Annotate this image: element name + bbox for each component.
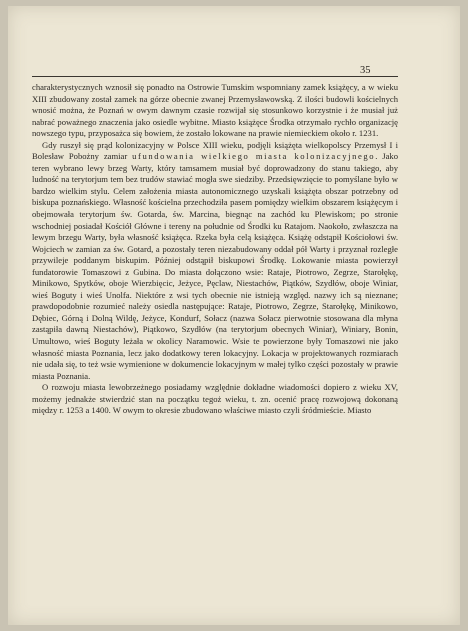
header-rule	[32, 76, 398, 77]
paragraph-2-text-end: . Jako teren wybrano lewy brzeg Warty, który tamsamem musiał być doprowadzony do stanu takiego, aby ludność na terytorjum tem bez trudów stawiać mogła swe siedziby. Przedsięwzięcie to pomyślane było w bardzo wielkim stylu. Celem założenia miasta autonomicznego uzyskali książęta obszar potrzebny od biskupa poznańskiego. Własność kościelna przechodziła pasem pomiędzy wielkim obszarem książęcym i obejmowała terytorjum św. Gotarda, św. Marcina, biegnąc na zachód ku Plewiskom; po stronie wschodniej posiadał Kościół Główne i tereny na południe od Środki ku Ratajom. Naokoło, zwłaszcza na lewym brzegu Warty, była własność książęca. Rzeka była celą książęca. Książę odstąpił Kościołowi św. Wojciech w zamian za św. Gotard, a pozostały teren niezabudowany oddał pół Warty i przyznał rozległe przywileje poddanym biskupim. Później odstąpił biskupowi Środkę. Lokowanie miasta powierzył fundatorowie Tomaszowi z Gubina. Do miasta dołączono wsie: Rataje, Piotrowo, Zegrze, Starołękę, Minikowo, Spytków, oboje Wierzbięcic, Jeżyce, Pęclaw, Niestachów, Piątków, Szydłów, oboje Winiar, wieś Boguty i wieś Unolfa. Niektóre z wsi tych obecnie nie istnieją względ. nazwy ich są nieznane; prawdopodobnie rozumieć należy osiedla następujące: Rataje, Piotrowo, Zegrze, Starołękę, Minikowo, Dębiec, Górną i Dolną Wildę, Jeżyce, Kondurf, Sołacz (nazwa Sołacz pierwotnie stosowana dla młyna zastąpiła dawną Niestachów), Piątkowo, Szydłów (na terytorjum obecnych Winiar), Winiary, Bonin, Umultowo, wieś Boguty leżała w okolicy Naramowic. Wsie te powierzone były Tomaszowi nie jako własność miasta Poznania, lecz jako dodatkowy teren lokacyjny. Lokacja w projektowanych rozmiarach nie udała się, to też wsie wymienione w dokumencie lokacyjnym w małej tylko części pozostały w prawie miasta Poznania.	[32, 151, 398, 381]
paragraph-2	[32, 140, 398, 382]
book-page	[8, 6, 460, 625]
paragraph-1-text: charakterystycznych wznosił się ponadto na Ostrowie Tumskim wspomniany zamek książęcy, a w wieku XIII zbudowany został zamek na górze obecnie zwanej Przemysławowską. Z ilości budowli kościelnych wnosić można, że Poznań w owym dawnym czasie rozwijał się stosunkowo korzystnie i że musiał już nabrać poważnego znaczenia jako osiedle wybitne. Miasto książęce Środka otrzymało rychło organizację nowszego typu, przyposażca się bowiem, że zostało lokowane na prawie niemieckiem około r. 1231.	[32, 82, 398, 139]
paragraph-3	[32, 382, 398, 417]
page-number: 35	[360, 65, 371, 76]
paragraph-3-text: O rozwoju miasta lewobrzeżnego posiadamy względnie dokładne wiadomości dopiero z wieku XV, możemy jednakże stwierdzić stan na początku tegoż wieku, t. zn. ocenić pracę rozwojową dokonaną między r. 1253 a 1400. W owym to okresie zbudowano właściwe miasto czyli śródmieście. Miasto	[32, 382, 398, 416]
body-text	[32, 82, 398, 417]
paragraph-1	[32, 82, 398, 140]
paragraph-2-emphasis: ufundowania wielkiego miasta kolonizacyjnego	[132, 151, 376, 162]
paragraph-2-text-start: Gdy ruszył się prąd kolonizacyjny w Polsce XIII wieku, podjęli książęta wielkopolscy Przemysł I i Bolesław Pobożny zamiar	[32, 139, 398, 162]
